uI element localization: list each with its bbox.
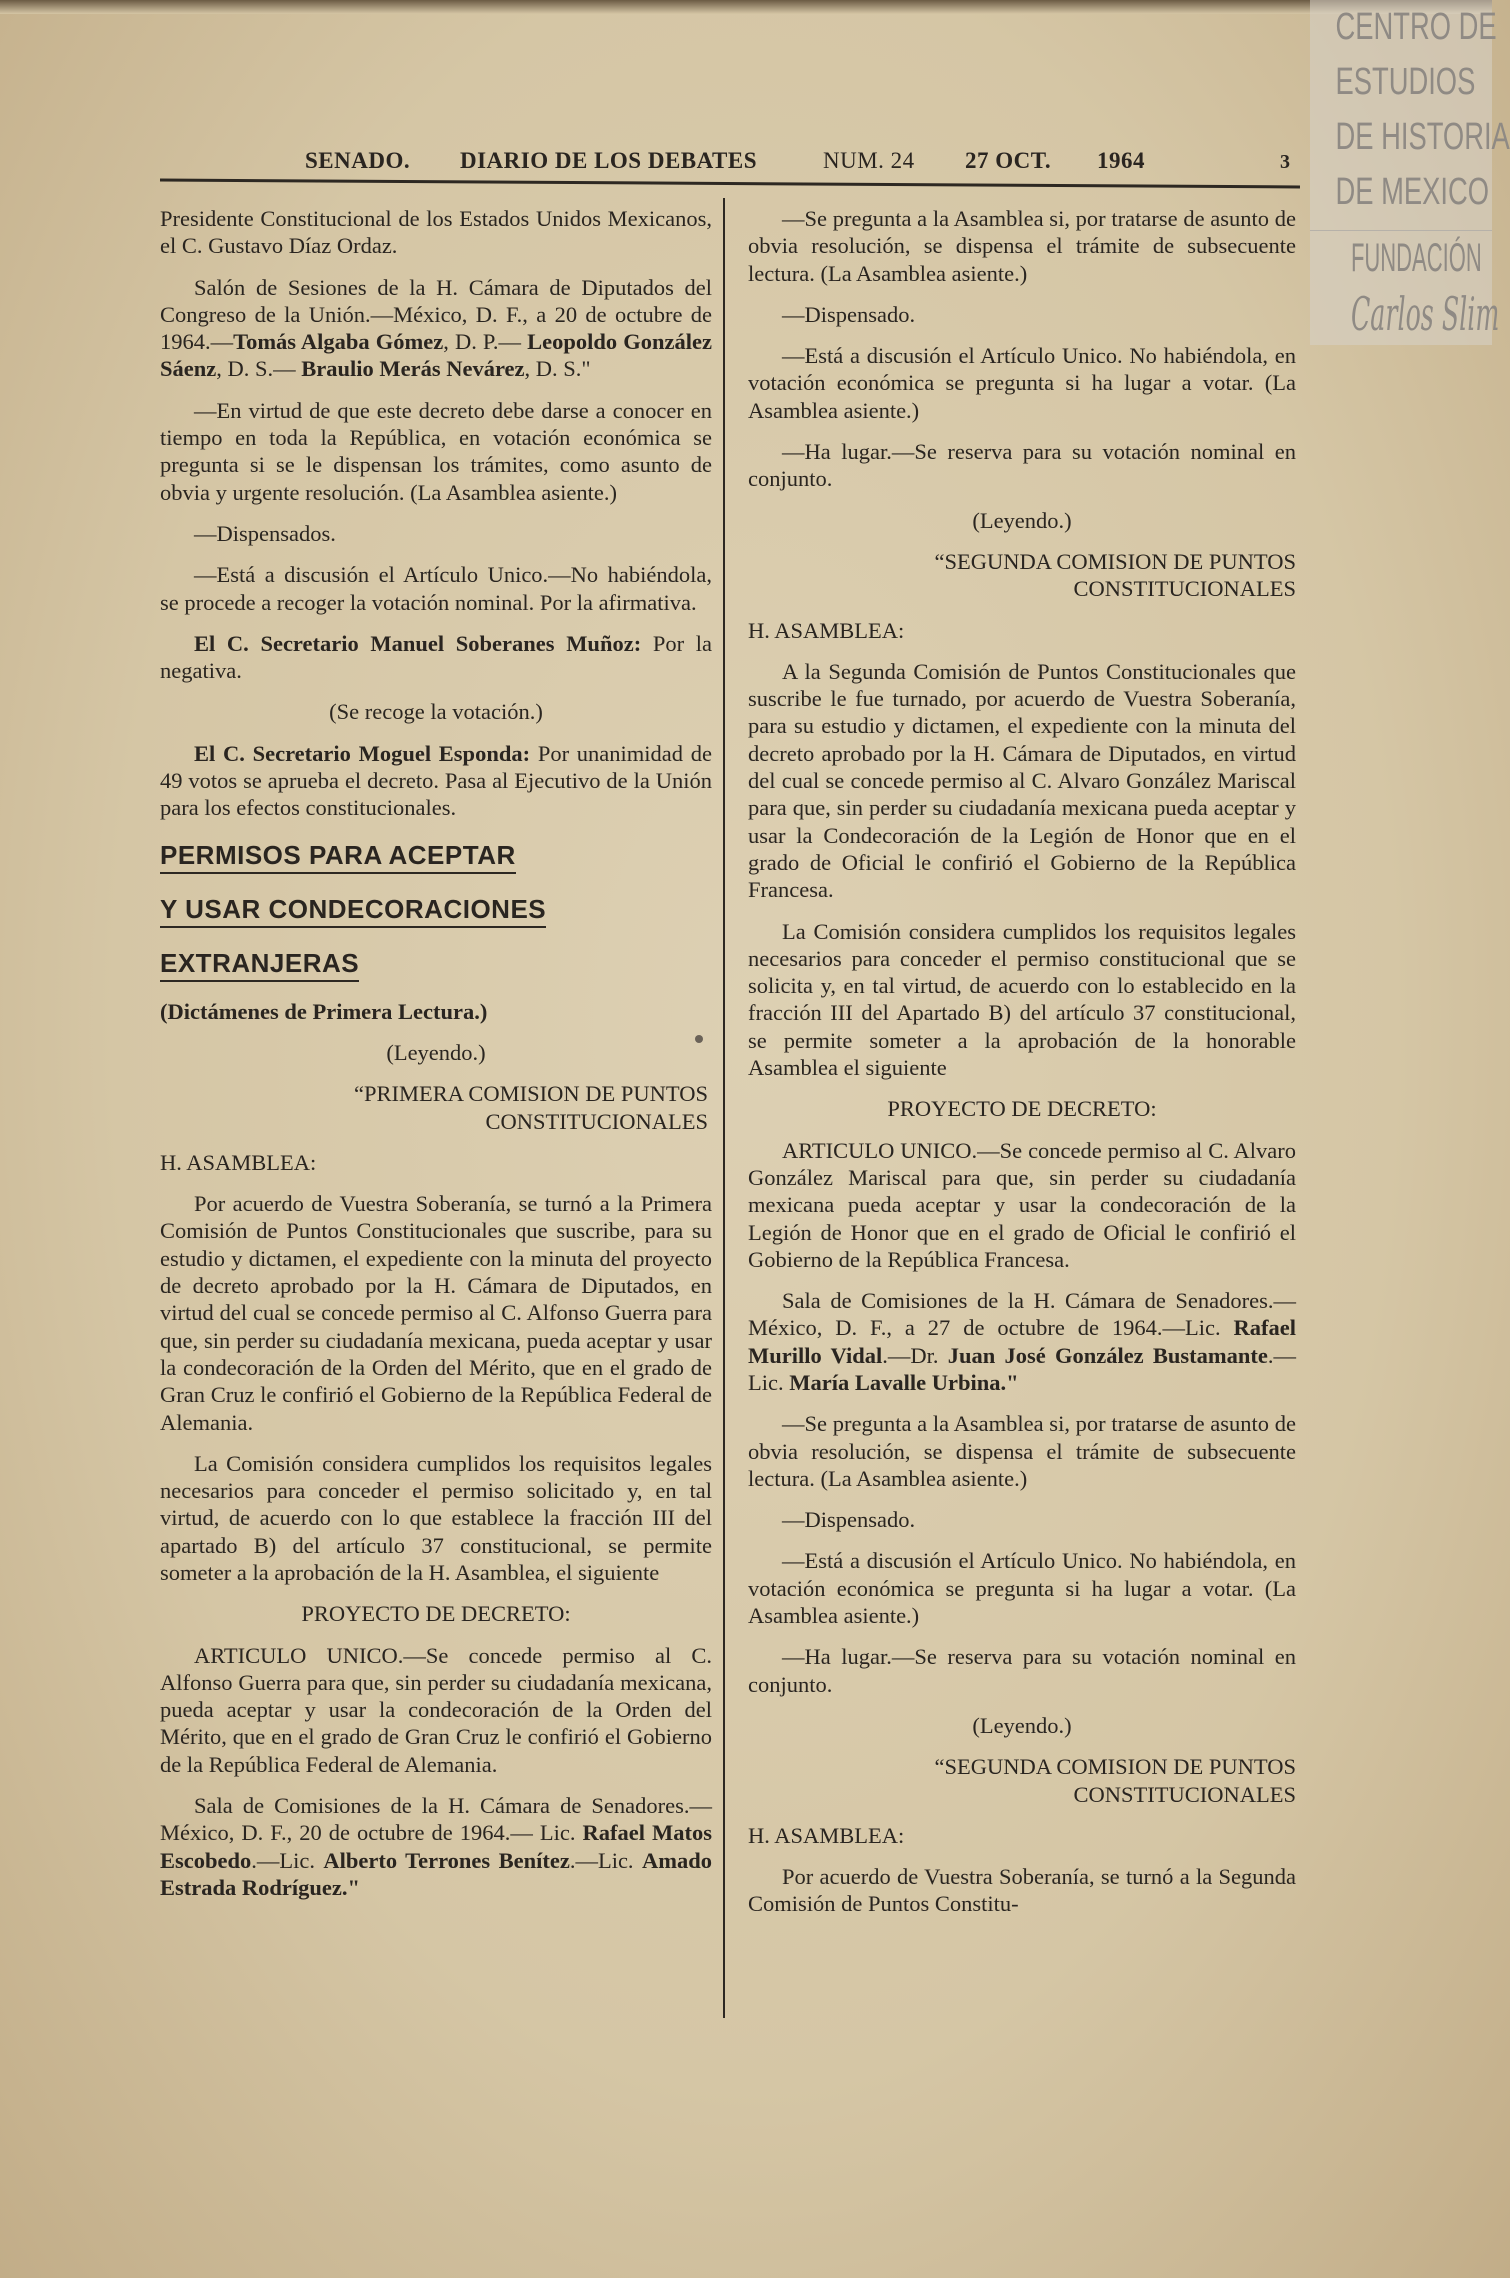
text: ARTICULO UNICO.—Se concede permiso al C. Alvaro González Mariscal para que, sin perder su ciudadanía mexicana pueda aceptar y usar la condecoración de la Legión de Honor que en el grado de Oficial le confirió el Gobierno de la República Francesa.: [748, 1137, 1296, 1272]
bold-text: Leopoldo González Sáenz: [160, 329, 712, 382]
text: —En virtud de que este decreto debe darse a conocer en tiempo en toda la República, en votación económica se pregunta si se le dispensan los trámites, como asunto de obvia y urgente resolución. (La Asamblea asiente.): [160, 397, 712, 505]
watermark-line: ESTUDIOS: [1335, 61, 1476, 103]
text: Sala de Comisiones de la H. Cámara de Senadores.—México, D. F., 20 de octubre de 1964.— Lic.: [160, 1793, 712, 1846]
paragraph: [748, 1753, 1296, 1808]
paragraph: [160, 998, 712, 1025]
paragraph: [748, 438, 1296, 493]
bold-text: Juan José González Bustamante: [947, 1342, 1268, 1368]
watermark-fundacion: FUNDACIÓN: [1350, 236, 1482, 280]
text: (Se recoge la votación.): [329, 699, 543, 725]
text: “PRIMERA COMISION DE PUNTOS CONSTITUCIONALES: [353, 1081, 708, 1134]
paragraph: [748, 1287, 1296, 1396]
paragraph: [748, 1547, 1296, 1629]
watermark-line: CENTRO DE: [1335, 6, 1497, 48]
text: —Dispensados.: [194, 520, 336, 546]
bold-text: Alberto Terrones Benítez: [323, 1847, 570, 1873]
text: Por unanimidad de 49 votos se aprueba el decreto. Pasa al Ejecutivo de la Unión para los efectos constitucionales.: [160, 740, 712, 821]
text: La Comisión considera cumplidos los requisitos legales necesarios para conceder el permiso solicitado y, en tal virtud, de acuerdo con lo que establece la fracción III del apartado B) del artículo 37 constitucional, se permite someter a la aprobación de la H. Asamblea, el siguiente: [160, 1450, 712, 1585]
header-num: NUM. 24: [823, 148, 915, 173]
paragraph: [748, 1095, 1296, 1122]
paragraph: [160, 205, 712, 260]
header-diario: DIARIO DE LOS DEBATES: [460, 148, 758, 173]
paragraph: [160, 1600, 712, 1627]
text: —Se pregunta a la Asamblea si, por tratarse de asunto de obvia resolución, se dispensa el trámite de subsecuente lectura. (La Asamblea asiente.): [748, 1411, 1296, 1491]
paragraph: [748, 507, 1296, 534]
paragraph: [748, 1410, 1296, 1492]
header-rule: [160, 179, 1300, 189]
bold-text: Rafael Matos Escobedo: [160, 1820, 712, 1873]
text: “SEGUNDA COMISION DE PUNTOS CONSTITUCIONALES: [934, 1754, 1296, 1807]
bold-text: Rafael Murillo Vidal: [748, 1315, 1296, 1368]
header-date: 27 OCT.: [965, 148, 1052, 173]
text: —Está a discusión el Artículo Unico.—No habiéndola, se procede a recoger la votación nominal. Por la afirmativa.: [160, 562, 712, 615]
watermark-signature: Carlos Slim: [1350, 287, 1500, 341]
paragraph: [748, 548, 1296, 603]
watermark-line: DE MEXICO: [1335, 171, 1490, 213]
paragraph: [748, 301, 1296, 328]
text: (Leyendo.): [386, 1039, 486, 1065]
text: —Está a discusión el Artículo Unico. No habiéndola, en votación económica se pregunta si ha lugar a votar. (La Asamblea asiente.): [748, 1548, 1296, 1629]
text: (Leyendo.): [972, 507, 1072, 533]
bold-text: Braulio Merás Nevárez: [301, 356, 525, 382]
text: “SEGUNDA COMISION DE PUNTOS CONSTITUCIONALES: [934, 548, 1296, 602]
paragraph: [748, 918, 1296, 1082]
left-column: [160, 205, 712, 1915]
paragraph: [160, 561, 712, 616]
header-year: 1964: [1097, 148, 1145, 173]
text: Por acuerdo de Vuestra Soberanía, se turnó a la Segunda Comisión de Puntos Constitu-: [748, 1864, 1296, 1917]
text: A la Segunda Comisión de Puntos Constitucionales que suscribe le fue turnado, por acuerdo de Vuestra Soberanía, para su estudio y dictamen, el expediente con la minuta del decreto aprobado por la H. Cámara de Diputados, en virtud del cual se concede permiso al C. Alvaro González Mariscal para que, sin perder su ciudadanía mexicana pueda aceptar y usar la Condecoración de la Legión de Honor que en el grado de Oficial le confirió el Gobierno de la República Francesa.: [748, 658, 1296, 903]
paragraph: [160, 1190, 712, 1436]
section-title: EXTRANJERAS: [160, 948, 359, 982]
watermark-line: DE HISTORIA: [1335, 116, 1510, 158]
text: .—Lic.: [569, 1847, 642, 1873]
bold-text: Tomás Algaba Gómez: [233, 329, 444, 355]
page-edge: [0, 0, 1492, 14]
paragraph: [748, 658, 1296, 904]
text: (Leyendo.): [972, 1712, 1072, 1738]
text: , D. S.": [524, 356, 591, 382]
text: —Está a discusión el Artículo Unico. No habiéndola, en votación económica se pregunta si ha lugar a votar. (La Asamblea asiente.): [748, 343, 1296, 423]
text: H. ASAMBLEA:: [748, 1822, 905, 1848]
text: .—Lic.: [748, 1342, 1297, 1395]
text: La Comisión considera cumplidos los requisitos legales necesarios para conceder el permiso constitucional que se solicita y, en tal virtud, de acuerdo con lo establecido en la fracción III del Apartado B) del artículo 37 constitucional, se permite someter a la aprobación de la honorable Asamblea el siguiente: [748, 918, 1296, 1081]
paragraph: [748, 617, 1296, 644]
text: Salón de Sesiones de la H. Cámara de Diputados del Congreso de la Unión.—México, D. F., a 20 de octubre de 1964.—: [160, 274, 712, 355]
text: Por acuerdo de Vuestra Soberanía, se turnó a la Primera Comisión de Puntos Constitucionales que suscribe, para su estudio y dictamen, el expediente con la minuta del proyecto de decreto aprobado por la H. Cámara de Diputados, en virtud del cual se concede permiso al C. Alfonso Guerra para que, sin perder su ciudadanía mexicana, pueda aceptar y usar la condecoración de la Orden del Mérito, que en el grado de Gran Cruz le confirió el Gobierno de la República Federal de Alemania.: [160, 1191, 712, 1435]
text: , D. P.—: [443, 329, 528, 355]
text: PROYECTO DE DECRETO:: [887, 1096, 1157, 1122]
paragraph: [748, 1506, 1296, 1533]
paragraph: [748, 1822, 1296, 1849]
paragraph: [160, 1642, 712, 1778]
paragraph: [748, 342, 1296, 424]
paragraph: [748, 1712, 1296, 1739]
paragraph: [160, 1792, 712, 1901]
text: H. ASAMBLEA:: [748, 617, 905, 643]
header-senado: SENADO.: [305, 148, 411, 173]
text: Por la negativa.: [160, 630, 712, 684]
paragraph: [748, 205, 1296, 287]
paragraph: [160, 698, 712, 725]
text: , D. S.—: [216, 356, 302, 382]
text: PROYECTO DE DECRETO:: [301, 1601, 571, 1627]
bold-text: El C. Secretario Moguel Esponda:: [194, 740, 531, 766]
paragraph: [160, 740, 712, 822]
paragraph: [160, 630, 712, 685]
paragraph: [160, 397, 712, 506]
text: .—Dr.: [882, 1342, 948, 1368]
text: —Dispensado.: [782, 1507, 916, 1533]
section-title: Y USAR CONDECORACIONES: [160, 894, 546, 928]
text: —Ha lugar.—Se reserva para su votación nominal en conjunto.: [748, 439, 1296, 492]
column-divider: [723, 198, 725, 2018]
text: .—Lic.: [251, 1847, 324, 1873]
bold-text: María Lavalle Urbina.": [789, 1369, 1019, 1395]
paragraph: [160, 520, 712, 547]
paragraph: [748, 1137, 1296, 1273]
paragraph: [748, 1643, 1296, 1698]
watermark: [1310, 0, 1510, 345]
bold-text: El C. Secretario Manuel Soberanes Muñoz:: [194, 630, 642, 656]
bold-text: (Dictámenes de Primera Lectura.): [160, 998, 488, 1024]
text: —Dispensado.: [782, 301, 916, 327]
text: Presidente Constitucional de los Estados Unidos Mexicanos, el C. Gustavo Díaz Ordaz.: [160, 206, 712, 259]
paragraph: [160, 274, 712, 383]
paragraph: [160, 1450, 712, 1586]
text: H. ASAMBLEA:: [160, 1149, 317, 1175]
text: Sala de Comisiones de la H. Cámara de Senadores.—México, D. F., a 27 de octubre de 1964.—Lic.: [748, 1288, 1296, 1341]
page-number: 3: [1280, 151, 1291, 173]
paragraph: [160, 1080, 708, 1135]
right-column: [748, 205, 1296, 1932]
bold-text: Amado Estrada Rodríguez.": [160, 1847, 712, 1900]
paragraph: [160, 1149, 712, 1176]
section-title: PERMISOS PARA ACEPTAR: [160, 840, 516, 874]
text: —Ha lugar.—Se reserva para su votación nominal en conjunto.: [748, 1644, 1296, 1697]
paragraph: [748, 1863, 1296, 1918]
text: ARTICULO UNICO.—Se concede permiso al C. Alfonso Guerra para que, sin perder su ciudadanía mexicana, pueda aceptar y usar la condecoración de la Orden del Mérito, que en el grado de Gran Cruz le confirió el Gobierno de la República Federal de Alemania.: [160, 1642, 712, 1777]
paragraph: [160, 1039, 712, 1066]
text: —Se pregunta a la Asamblea si, por tratarse de asunto de obvia resolución, se dispensa el trámite de subsecuente lectura. (La Asamblea asiente.): [748, 206, 1296, 286]
